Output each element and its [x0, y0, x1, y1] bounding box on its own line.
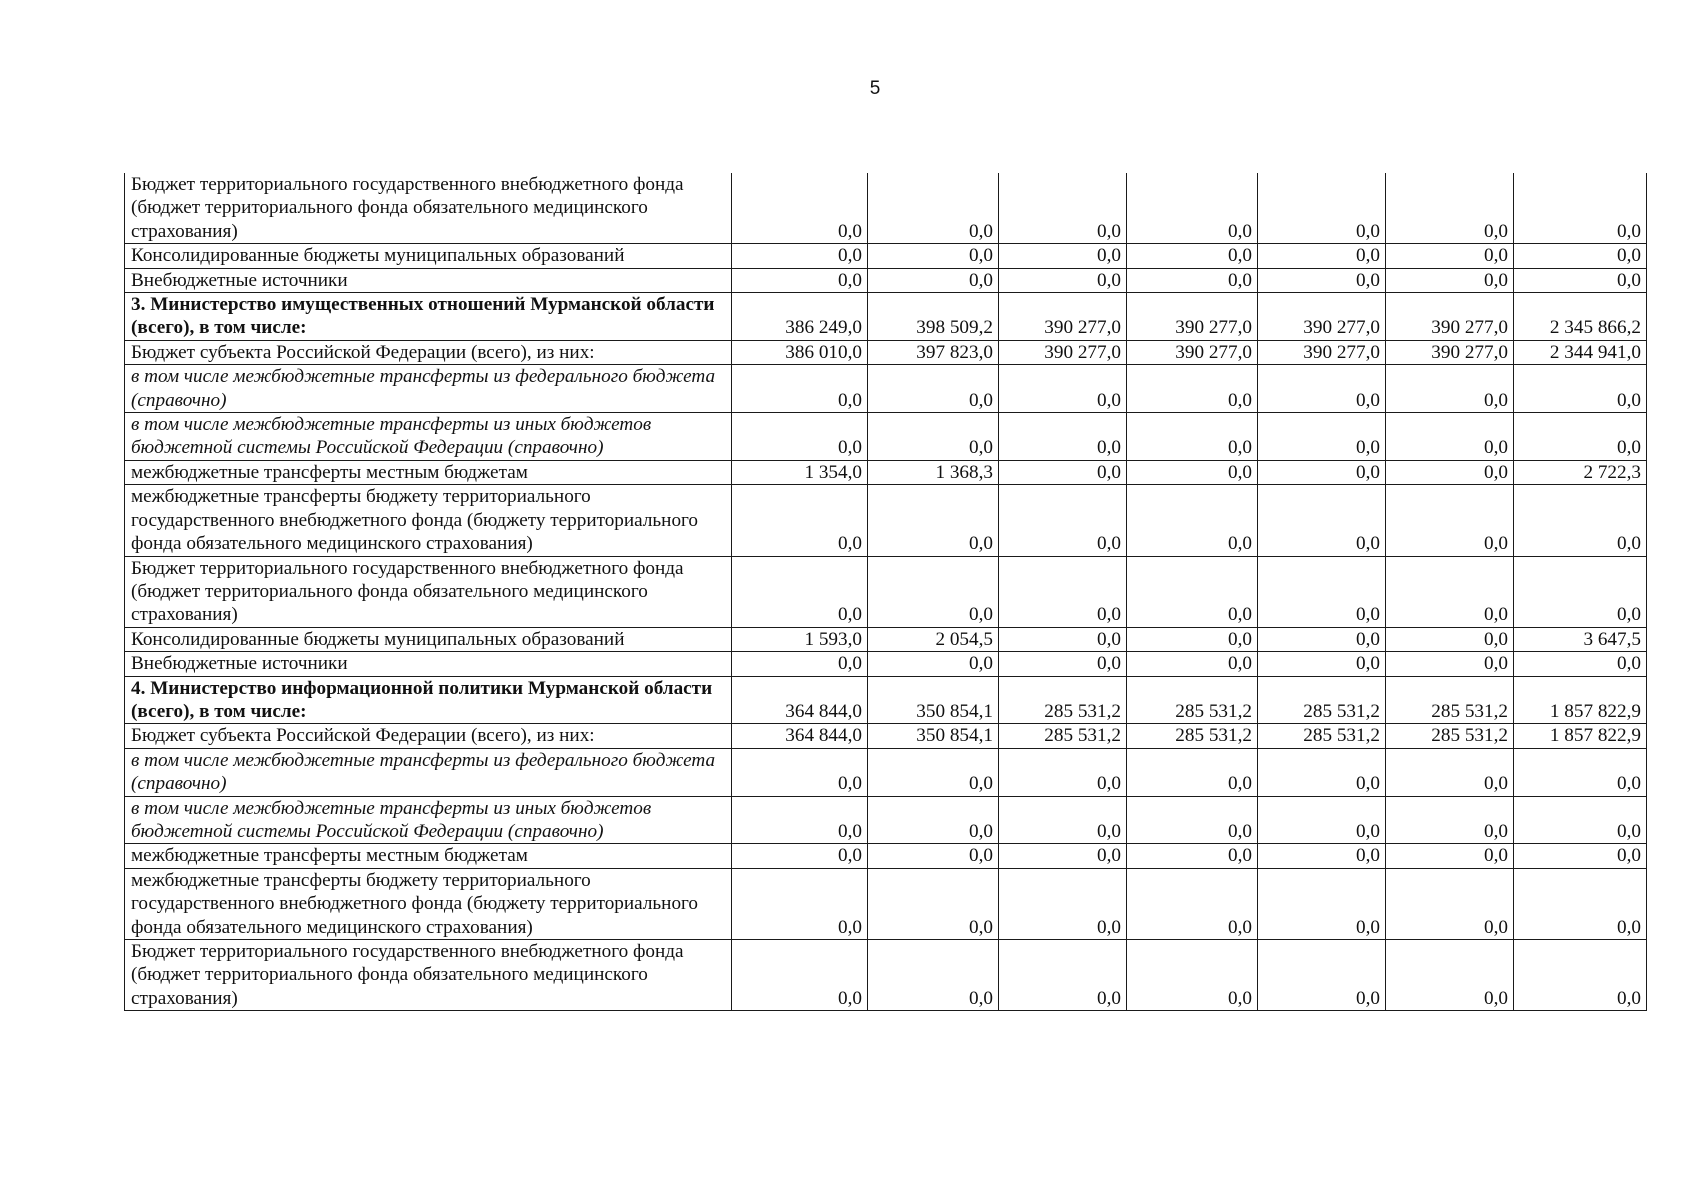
value-cell: 0,0 [1386, 173, 1514, 244]
value-cell: 0,0 [1127, 244, 1258, 268]
value-cell: 285 531,2 [1127, 676, 1258, 724]
value-cell: 0,0 [732, 652, 868, 676]
value-cell: 0,0 [1258, 627, 1386, 651]
value-cell: 390 277,0 [1386, 340, 1514, 364]
value-cell: 0,0 [1258, 652, 1386, 676]
value-cell: 0,0 [1514, 244, 1647, 268]
value-cell: 285 531,2 [1258, 724, 1386, 748]
value-cell: 0,0 [999, 460, 1127, 484]
row-label: Бюджет субъекта Российской Федерации (всего), из них: [125, 340, 732, 364]
table-row [125, 652, 1647, 676]
value-cell: 0,0 [1514, 868, 1647, 939]
row-label: в том числе межбюджетные трансферты из федерального бюджета (справочно) [125, 748, 732, 796]
value-cell: 0,0 [868, 365, 999, 413]
value-cell: 0,0 [1514, 652, 1647, 676]
value-cell: 0,0 [868, 244, 999, 268]
value-cell: 2 054,5 [868, 627, 999, 651]
value-cell: 0,0 [1514, 844, 1647, 868]
value-cell: 0,0 [999, 244, 1127, 268]
value-cell: 390 277,0 [1127, 340, 1258, 364]
value-cell: 0,0 [868, 796, 999, 844]
value-cell: 350 854,1 [868, 676, 999, 724]
value-cell: 0,0 [1386, 365, 1514, 413]
value-cell: 0,0 [1386, 460, 1514, 484]
value-cell: 0,0 [1127, 940, 1258, 1011]
value-cell: 0,0 [1386, 652, 1514, 676]
table-row [125, 748, 1647, 796]
value-cell: 0,0 [1258, 485, 1386, 556]
value-cell: 0,0 [868, 485, 999, 556]
value-cell: 390 277,0 [1127, 293, 1258, 341]
value-cell: 350 854,1 [868, 724, 999, 748]
value-cell: 0,0 [732, 244, 868, 268]
value-cell: 397 823,0 [868, 340, 999, 364]
table-row [125, 365, 1647, 413]
row-label: Консолидированные бюджеты муниципальных образований [125, 244, 732, 268]
value-cell: 0,0 [1514, 748, 1647, 796]
value-cell: 285 531,2 [1127, 724, 1258, 748]
value-cell: 0,0 [1514, 485, 1647, 556]
value-cell: 0,0 [868, 556, 999, 627]
row-label: Бюджет территориального государственного внебюджетного фонда (бюджет территориального фонда обязательного медицинского страхования) [125, 556, 732, 627]
value-cell: 390 277,0 [1258, 340, 1386, 364]
table-row [125, 268, 1647, 292]
row-label: Бюджет территориального государственного внебюджетного фонда (бюджет территориального фонда обязательного медицинского страхования) [125, 173, 732, 244]
value-cell: 0,0 [999, 652, 1127, 676]
value-cell: 0,0 [868, 844, 999, 868]
table-row [125, 844, 1647, 868]
value-cell: 1 354,0 [732, 460, 868, 484]
value-cell: 0,0 [868, 748, 999, 796]
table-row [125, 173, 1647, 244]
value-cell: 390 277,0 [999, 340, 1127, 364]
value-cell: 0,0 [1514, 413, 1647, 461]
value-cell: 0,0 [732, 940, 868, 1011]
value-cell: 398 509,2 [868, 293, 999, 341]
value-cell: 0,0 [1386, 868, 1514, 939]
value-cell: 0,0 [1514, 556, 1647, 627]
value-cell: 0,0 [1386, 413, 1514, 461]
value-cell: 0,0 [999, 868, 1127, 939]
row-label: межбюджетные трансферты бюджету территориального государственного внебюджетного фонда (бюджету территориального фонда обязательного медицинского страхования) [125, 868, 732, 939]
value-cell: 285 531,2 [1386, 724, 1514, 748]
value-cell: 390 277,0 [1258, 293, 1386, 341]
table-row [125, 676, 1647, 724]
value-cell: 0,0 [1514, 940, 1647, 1011]
value-cell: 0,0 [1127, 460, 1258, 484]
value-cell: 390 277,0 [1386, 293, 1514, 341]
table-row [125, 940, 1647, 1011]
value-cell: 0,0 [868, 173, 999, 244]
table-row [125, 485, 1647, 556]
value-cell: 0,0 [1386, 844, 1514, 868]
value-cell: 1 857 822,9 [1514, 676, 1647, 724]
value-cell: 0,0 [1514, 173, 1647, 244]
value-cell: 1 593,0 [732, 627, 868, 651]
row-label: Внебюджетные источники [125, 268, 732, 292]
value-cell: 0,0 [1258, 460, 1386, 484]
value-cell: 364 844,0 [732, 724, 868, 748]
value-cell: 0,0 [1258, 244, 1386, 268]
value-cell: 0,0 [868, 413, 999, 461]
table-row [125, 868, 1647, 939]
table-row [125, 340, 1647, 364]
table-row [125, 413, 1647, 461]
value-cell: 0,0 [1514, 796, 1647, 844]
value-cell: 0,0 [999, 268, 1127, 292]
table-row [125, 244, 1647, 268]
value-cell: 3 647,5 [1514, 627, 1647, 651]
value-cell: 0,0 [1514, 268, 1647, 292]
value-cell: 0,0 [1127, 413, 1258, 461]
row-label: Консолидированные бюджеты муниципальных образований [125, 627, 732, 651]
value-cell: 0,0 [999, 413, 1127, 461]
value-cell: 0,0 [1258, 796, 1386, 844]
value-cell: 0,0 [1386, 485, 1514, 556]
row-label: 3. Министерство имущественных отношений Мурманской области (всего), в том числе: [125, 293, 732, 341]
row-label: 4. Министерство информационной политики Мурманской области (всего), в том числе: [125, 676, 732, 724]
value-cell: 0,0 [1258, 844, 1386, 868]
row-label: в том числе межбюджетные трансферты из иных бюджетов бюджетной системы Российской Федерации (справочно) [125, 413, 732, 461]
value-cell: 285 531,2 [1386, 676, 1514, 724]
row-label: в том числе межбюджетные трансферты из иных бюджетов бюджетной системы Российской Федерации (справочно) [125, 796, 732, 844]
value-cell: 0,0 [1386, 556, 1514, 627]
value-cell: 0,0 [1127, 844, 1258, 868]
value-cell: 0,0 [1127, 485, 1258, 556]
value-cell: 0,0 [1127, 652, 1258, 676]
table-row [125, 460, 1647, 484]
value-cell: 0,0 [732, 796, 868, 844]
value-cell: 0,0 [999, 627, 1127, 651]
value-cell: 0,0 [732, 844, 868, 868]
page-number: 5 [869, 78, 881, 99]
value-cell: 0,0 [1127, 365, 1258, 413]
row-label: Бюджет субъекта Российской Федерации (всего), из них: [125, 724, 732, 748]
value-cell: 2 344 941,0 [1514, 340, 1647, 364]
value-cell: 0,0 [1258, 748, 1386, 796]
value-cell: 285 531,2 [1258, 676, 1386, 724]
value-cell: 0,0 [1258, 556, 1386, 627]
row-label: межбюджетные трансферты местным бюджетам [125, 460, 732, 484]
value-cell: 0,0 [1127, 556, 1258, 627]
value-cell: 0,0 [1386, 627, 1514, 651]
value-cell: 0,0 [1127, 748, 1258, 796]
value-cell: 0,0 [732, 556, 868, 627]
value-cell: 1 857 822,9 [1514, 724, 1647, 748]
value-cell: 0,0 [868, 652, 999, 676]
value-cell: 2 345 866,2 [1514, 293, 1647, 341]
table-body [125, 173, 1647, 1011]
value-cell: 0,0 [1258, 173, 1386, 244]
value-cell: 386 249,0 [732, 293, 868, 341]
value-cell: 0,0 [1127, 268, 1258, 292]
row-label: в том числе межбюджетные трансферты из федерального бюджета (справочно) [125, 365, 732, 413]
row-label: межбюджетные трансферты бюджету территориального государственного внебюджетного фонда (бюджету территориального фонда обязательного медицинского страхования) [125, 485, 732, 556]
value-cell: 0,0 [1258, 940, 1386, 1011]
table-row [125, 724, 1647, 748]
value-cell: 0,0 [999, 556, 1127, 627]
value-cell: 285 531,2 [999, 724, 1127, 748]
value-cell: 0,0 [1386, 748, 1514, 796]
value-cell: 0,0 [1258, 268, 1386, 292]
row-label: Внебюджетные источники [125, 652, 732, 676]
value-cell: 0,0 [1127, 796, 1258, 844]
value-cell: 0,0 [1127, 627, 1258, 651]
row-label: межбюджетные трансферты местным бюджетам [125, 844, 732, 868]
value-cell: 0,0 [868, 940, 999, 1011]
value-cell: 0,0 [732, 748, 868, 796]
value-cell: 0,0 [999, 485, 1127, 556]
value-cell: 0,0 [732, 485, 868, 556]
table-row [125, 796, 1647, 844]
value-cell: 0,0 [732, 268, 868, 292]
table-row [125, 627, 1647, 651]
value-cell: 0,0 [1514, 365, 1647, 413]
value-cell: 0,0 [868, 268, 999, 292]
value-cell: 0,0 [1258, 868, 1386, 939]
value-cell: 0,0 [999, 844, 1127, 868]
value-cell: 0,0 [999, 940, 1127, 1011]
row-label: Бюджет территориального государственного внебюджетного фонда (бюджет территориального фонда обязательного медицинского страхования) [125, 940, 732, 1011]
value-cell: 390 277,0 [999, 293, 1127, 341]
value-cell: 0,0 [732, 413, 868, 461]
value-cell: 0,0 [1127, 173, 1258, 244]
value-cell: 0,0 [1258, 365, 1386, 413]
value-cell: 0,0 [732, 868, 868, 939]
value-cell: 364 844,0 [732, 676, 868, 724]
value-cell: 0,0 [1386, 796, 1514, 844]
value-cell: 0,0 [1386, 940, 1514, 1011]
table-row [125, 293, 1647, 341]
value-cell: 0,0 [1386, 244, 1514, 268]
value-cell: 0,0 [868, 868, 999, 939]
value-cell: 0,0 [999, 748, 1127, 796]
value-cell: 285 531,2 [999, 676, 1127, 724]
value-cell: 0,0 [732, 365, 868, 413]
value-cell: 0,0 [999, 173, 1127, 244]
table-row [125, 556, 1647, 627]
value-cell: 0,0 [1258, 413, 1386, 461]
value-cell: 0,0 [732, 173, 868, 244]
value-cell: 0,0 [999, 796, 1127, 844]
value-cell: 386 010,0 [732, 340, 868, 364]
value-cell: 0,0 [1386, 268, 1514, 292]
value-cell: 0,0 [999, 365, 1127, 413]
value-cell: 0,0 [1127, 868, 1258, 939]
value-cell: 2 722,3 [1514, 460, 1647, 484]
budget-table [124, 173, 1647, 1011]
value-cell: 1 368,3 [868, 460, 999, 484]
